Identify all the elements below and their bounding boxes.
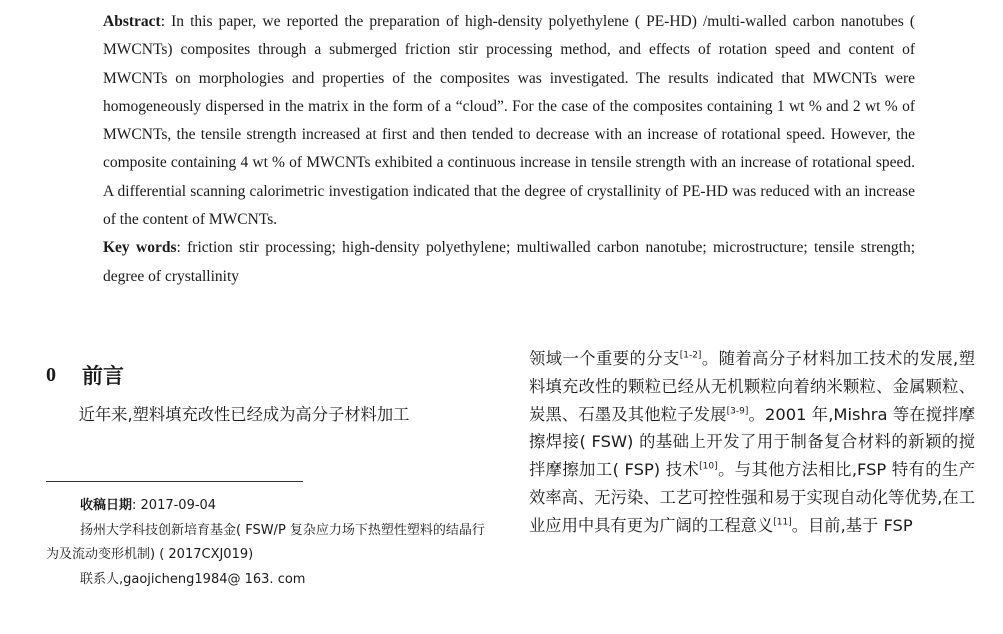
citation-3[interactable]: [10]	[699, 461, 718, 472]
citation-1[interactable]: [1-2]	[679, 350, 702, 361]
intro-text-2: 。随着高分子材料加工技术的发展,塑料填充改性的颗粒已经从无机颗粒向着纳米颗粒、金属颗粒、炭黑、石墨及其他粒子发展	[529, 349, 975, 424]
fund-info: 扬州大学科技创新培育基金( FSW/P 复杂应力场下热塑性塑料的结晶行为及流动变形机制) ( 2017CXJ019)	[46, 522, 485, 562]
footnote-divider	[46, 481, 303, 482]
section-heading	[46, 355, 491, 395]
left-column	[46, 355, 491, 429]
received-date	[46, 494, 491, 519]
received-label: 收稿日期	[80, 498, 133, 513]
footnote-block	[46, 494, 491, 592]
received-value: : 2017-09-04	[132, 498, 217, 513]
intro-text-4: 。与其他方法相比,FSP 特有的生产效率高、无污染、工艺可控性强和易于实现自动化等优势,在工业应用中具有更为广阔的工程意义	[529, 460, 975, 535]
right-column	[529, 345, 975, 540]
intro-text-5: 。目前,基于 FSP	[791, 515, 913, 535]
abstract-paragraph	[103, 8, 915, 234]
intro-text-1: 领域一个重要的分支	[529, 349, 680, 368]
intro-paragraph-start: 近年来,塑料填充改性已经成为高分子材料加工	[78, 405, 410, 424]
abstract-block	[103, 8, 915, 291]
intro-paragraph-continued	[529, 345, 975, 540]
abstract-text: : In this paper, we reported the preparation of high-density polyethylene ( PE-HD) /multi-walled carbon nanotubes ( MWCNTs) composites through a submerged friction stir processing method, and effects of rotation speed and content of MWCNTs on morphologies and properties of the composites was investigated. The results indicated that MWCNTs were homogeneously dispersed in the matrix in the form of a “cloud”. For the case of the composites containing 1 wt % and 2 wt % of MWCNTs, the tensile strength increased at first and then tended to decrease with an increase of rotational speed. However, the composite containing 4 wt % of MWCNTs exhibited a continuous increase in tensile strength with an increase of rotational speed. A differential scanning calorimetric investigation indicated that the degree of crystallinity of PE-HD was reduced with an increase of the content of MWCNTs.	[103, 13, 915, 229]
abstract-label: Abstract	[103, 13, 161, 30]
section-title: 前言	[82, 364, 124, 388]
citation-4[interactable]: [11]	[773, 517, 792, 528]
intro-text-3: 。2001 年,Mishra 等在搅拌摩擦焊接( FSW) 的基础上开发了用于制备复合材料的新颖的搅拌摩擦加工( FSP) 技术	[529, 404, 975, 480]
contact-info: 联系人,gaojicheng1984@ 163. com	[80, 571, 306, 587]
keywords-label: Key words	[103, 239, 177, 257]
citation-2[interactable]: [3-9]	[726, 406, 749, 417]
keywords-text: : friction stir processing; high-density polyethylene; multiwalled carbon nanotube; microstructure; tensile strength; degree of crystallinity	[103, 239, 915, 285]
section-number: 0	[46, 363, 56, 386]
keywords-paragraph	[103, 234, 915, 291]
